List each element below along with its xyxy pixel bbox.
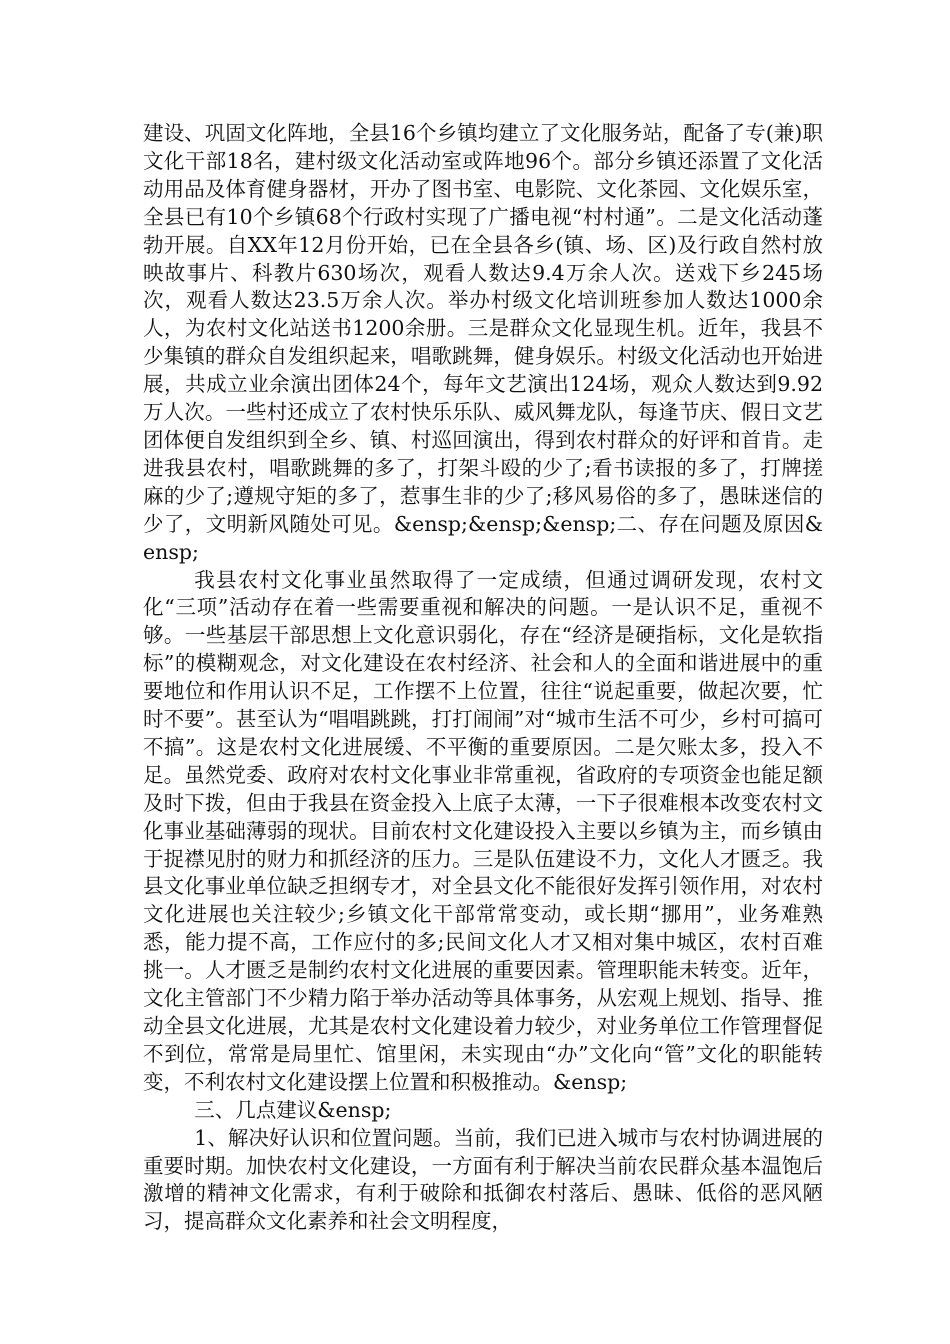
body-paragraph-2: 我县农村文化事业虽然取得了一定成绩，但通过调研发现，农村文化“三项”活动存在着一些需要重视和解决的问题。一是认识不足，重视不够。一些基层干部思想上文化意识弱化，存在“经济是硬指标，文化是软指标”的模糊观念，对文化建设在农村经济、社会和人的全面和谐进展中的重要地位和作用认识不足，工作摆不上位置，往往“说起重要，做起次要，忙时不要”。甚至认为“唱唱跳跳，打打闹闹”对“城市生活不可少，乡村可搞可不搞”。这是农村文化进展缓、不平衡的重要原因。二是欠账太多，投入不足。虽然党委、政府对农村文化事业非常重视，省政府的专项资金也能足额及时下拨，但由于我县在资金投入上底子太薄，一下子很难根本改变农村文化事业基础薄弱的现状。目前农村文化建设投入主要以乡镇为主，而乡镇由于捉襟见肘的财力和抓经济的压力。三是队伍建设不力，文化人才匮乏。我县文化事业单位缺乏担纲专才，对全县文化不能很好发挥引领作用，对农村文化进展也关注较少;乡镇文化干部常常变动，或长期“挪用”，业务难熟悉，能力提不高，工作应付的多;民间文化人才又相对集中城区，农村百难挑一。人才匮乏是制约农村文化进展的重要因素。管理职能未转变。近年，文化主管部门不少精力陷于举办活动等具体事务，从宏观上规划、指导、推动全县文化进展，尤其是农村文化建设着力较少，对业务单位工作管理督促不到位，常常是局里忙、馆里闲，未实现由“办”文化向“管”文化的职能转变，不利农村文化建设摆上位置和积极推动。&ensp; xyxy=(143,567,823,1094)
section-heading-suggestions: 三、几点建议&ensp; xyxy=(194,1097,392,1122)
body-paragraph-4: 1、解决好认识和位置问题。当前，我们已进入城市与农村协调进展的重要时期。加快农村文化建设，一方面有利于解决当前农民群众基本温饱后激增的精神文化需求，有利于破除和抵御农村落后、愚昧、低俗的恶风陋习，提高群众文化素养和社会文明程度， xyxy=(143,1125,823,1234)
body-paragraph-1: 建设、巩固文化阵地，全县16个乡镇均建立了文化服务站，配备了专(兼)职文化干部18名，建村级文化活动室或阵地96个。部分乡镇还添置了文化活动用品及体育健身器材，开办了图书室、电影院、文化茶园、文化娱乐室，全县已有10个乡镇68个行政村实现了广播电视“村村通”。二是文化活动蓬勃开展。自XX年12月份开始，已在全县各乡(镇、场、区)及行政自然村放映故事片、科教片630场次，观看人数达9.4万余人次。送戏下乡245场次，观看人数达23.5万余人次。举办村级文化培训班参加人数达1000余人，为农村文化站送书1200余册。三是群众文化显现生机。近年，我县不少集镇的群众自发组织起来，唱歌跳舞，健身娱乐。村级文化活动也开始进展，共成立业余演出团体24个，每年文艺演出124场，观众人数达到9.92万人次。一些村还成立了农村快乐乐队、威风舞龙队，每逢节庆、假日文艺团体便自发组织到全乡、镇、村巡回演出，得到农村群众的好评和首肯。走进我县农村，唱歌跳舞的多了，打架斗殴的少了;看书读报的多了，打牌搓麻的少了;遵规守矩的多了，惹事生非的少了;移风易俗的多了，愚昧迷信的少了，文明新风随处可见。&ensp;&ensp;&ensp;二、存在问题及原因&ensp; xyxy=(143,121,823,564)
document-page xyxy=(143,120,823,1236)
